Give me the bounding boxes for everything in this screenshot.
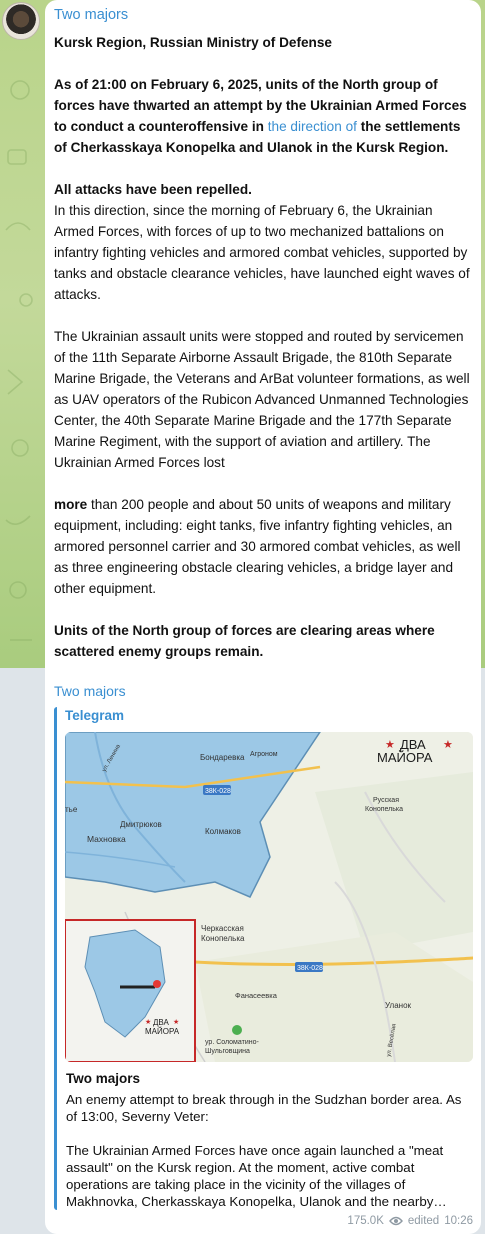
eye-icon (389, 1216, 403, 1226)
label-dmitryukov: Дмитрюков (120, 820, 162, 829)
svg-text:★: ★ (173, 1019, 180, 1026)
forwarded-from[interactable]: Two majors (54, 683, 126, 699)
star-icon-right: ★ (443, 739, 453, 751)
label-cherkasskaya-1: Черкасская (201, 924, 244, 933)
channel-avatar[interactable] (2, 2, 40, 40)
preview-body (66, 1091, 470, 1227)
label-solomatino-1: ур. Соломатино- (205, 1039, 259, 1046)
label-solomatino-2: Шульговщина (205, 1048, 250, 1055)
p2-text: In this direction, since the morning of February 6, the Ukrainian Armed Forces, with forces of up to two mechanized battalions on infantry fighting vehicles and armored combat vehicles, supported by tanks and obstacle clearance vehicles, have launched eight waves of attacks. (54, 203, 470, 302)
message-text (54, 32, 472, 683)
message-heading: Kursk Region, Russian Ministry of Defense (54, 35, 332, 50)
inset-logo-2: МАЙОРА (145, 1027, 180, 1036)
inset-map (65, 920, 195, 1062)
star-icon-left: ★ (385, 739, 395, 751)
preview-body-1: An enemy attempt to break through in the Sudzhan border area. As of 13:00, Severny Veter: (66, 1092, 462, 1124)
label-cherkasskaya-2: Конопелька (201, 934, 245, 943)
label-agronom: Агроном (250, 751, 278, 758)
inset-logo-1: ДВА (153, 1018, 169, 1027)
p4-bold: more (54, 497, 88, 512)
svg-text:★: ★ (145, 1019, 152, 1026)
road-label-1: 38К-028 (205, 788, 231, 795)
location-pin-icon (153, 980, 161, 988)
paragraph-1 (54, 74, 472, 158)
link-preview[interactable] (54, 707, 477, 1210)
preview-body-2: The Ukrainian Armed Forces have once again launched a "meat assault" on the Kursk region. At the moment, active combat operations are taking place in the vicinity of the villages of Makhnovka, Cherkasskaya Konopelka, Ulanok and the nearby… (66, 1143, 447, 1209)
message-meta (347, 1215, 473, 1227)
label-street: ул. Ленина (101, 743, 122, 773)
road-label-2: 38К-028 (297, 965, 323, 972)
label-kolmakov: Колмаков (205, 827, 241, 836)
message-time: 10:26 (444, 1215, 473, 1227)
p1-text-a: As of 21:00 on February 6, 2025, units of the North group of forces have thwarted an attempt by the Ukrainian Armed Forces to conduct a counteroffensive in (54, 77, 467, 134)
preview-title: Two majors (66, 1071, 141, 1086)
p2-bold: All attacks have been repelled. (54, 182, 252, 197)
label-left-edge: тье (65, 805, 78, 814)
direction-link[interactable]: the direction of (267, 119, 357, 134)
p4-text: than 200 people and about 50 units of weapons and military equipment, including: eight tanks, five infantry fighting vehicles, an armored personnel carrier and 30 armored combat vehicles, as well as three engineering obstacle clearing vehicles, a bridge layer and other equipment. (54, 497, 461, 596)
label-makhnovka: Махновка (87, 834, 126, 844)
park-pin-icon (232, 1025, 242, 1035)
paragraph-2 (54, 179, 472, 305)
label-bondarevka: Бондаревка (200, 753, 245, 762)
paragraph-3: The Ukrainian assault units were stopped and routed by servicemen of the 11th Separate Airborne Assault Brigade, the 810th Separate Marine Brigade, the Veterans and ArBat volunteer formations, as well as UAV operators of the Rubicon Advanced Unmanned Technologies Center, the 40th Separate Marine Brigade and the 177th Separate Marine Regiment, with the support of aviation and artillery. The Ukrainian Armed Forces lost (54, 329, 470, 470)
label-russkaya-2: Конопелька (365, 806, 404, 813)
label-ulanok: Уланок (385, 1001, 412, 1010)
label-afanasevka: Фанасеевка (235, 991, 277, 1000)
paragraph-5 (54, 620, 472, 662)
map-graphic (65, 732, 473, 1062)
p1-text-b: the settlements of Cherkasskaya Konopelka and Ulanok in the Kursk Region. (54, 119, 461, 155)
label-russkaya-1: Русская (373, 797, 399, 804)
wallpaper-doodles (0, 0, 50, 668)
logo-line-2: МАЙОРА (377, 750, 433, 765)
label-vesyolaya-street: ул. Весёлая (386, 1023, 398, 1058)
edited-label: edited (407, 1215, 440, 1227)
preview-map-image[interactable] (65, 732, 473, 1062)
view-count: 175.0K (347, 1215, 384, 1227)
p5-bold: Units of the North group of forces are clearing areas where scattered enemy groups remain. (54, 623, 435, 659)
paragraph-4 (54, 494, 472, 599)
channel-name[interactable]: Two majors (54, 7, 129, 23)
logo-line-1: ДВА (400, 737, 426, 752)
preview-site-name: Telegram (65, 708, 125, 723)
